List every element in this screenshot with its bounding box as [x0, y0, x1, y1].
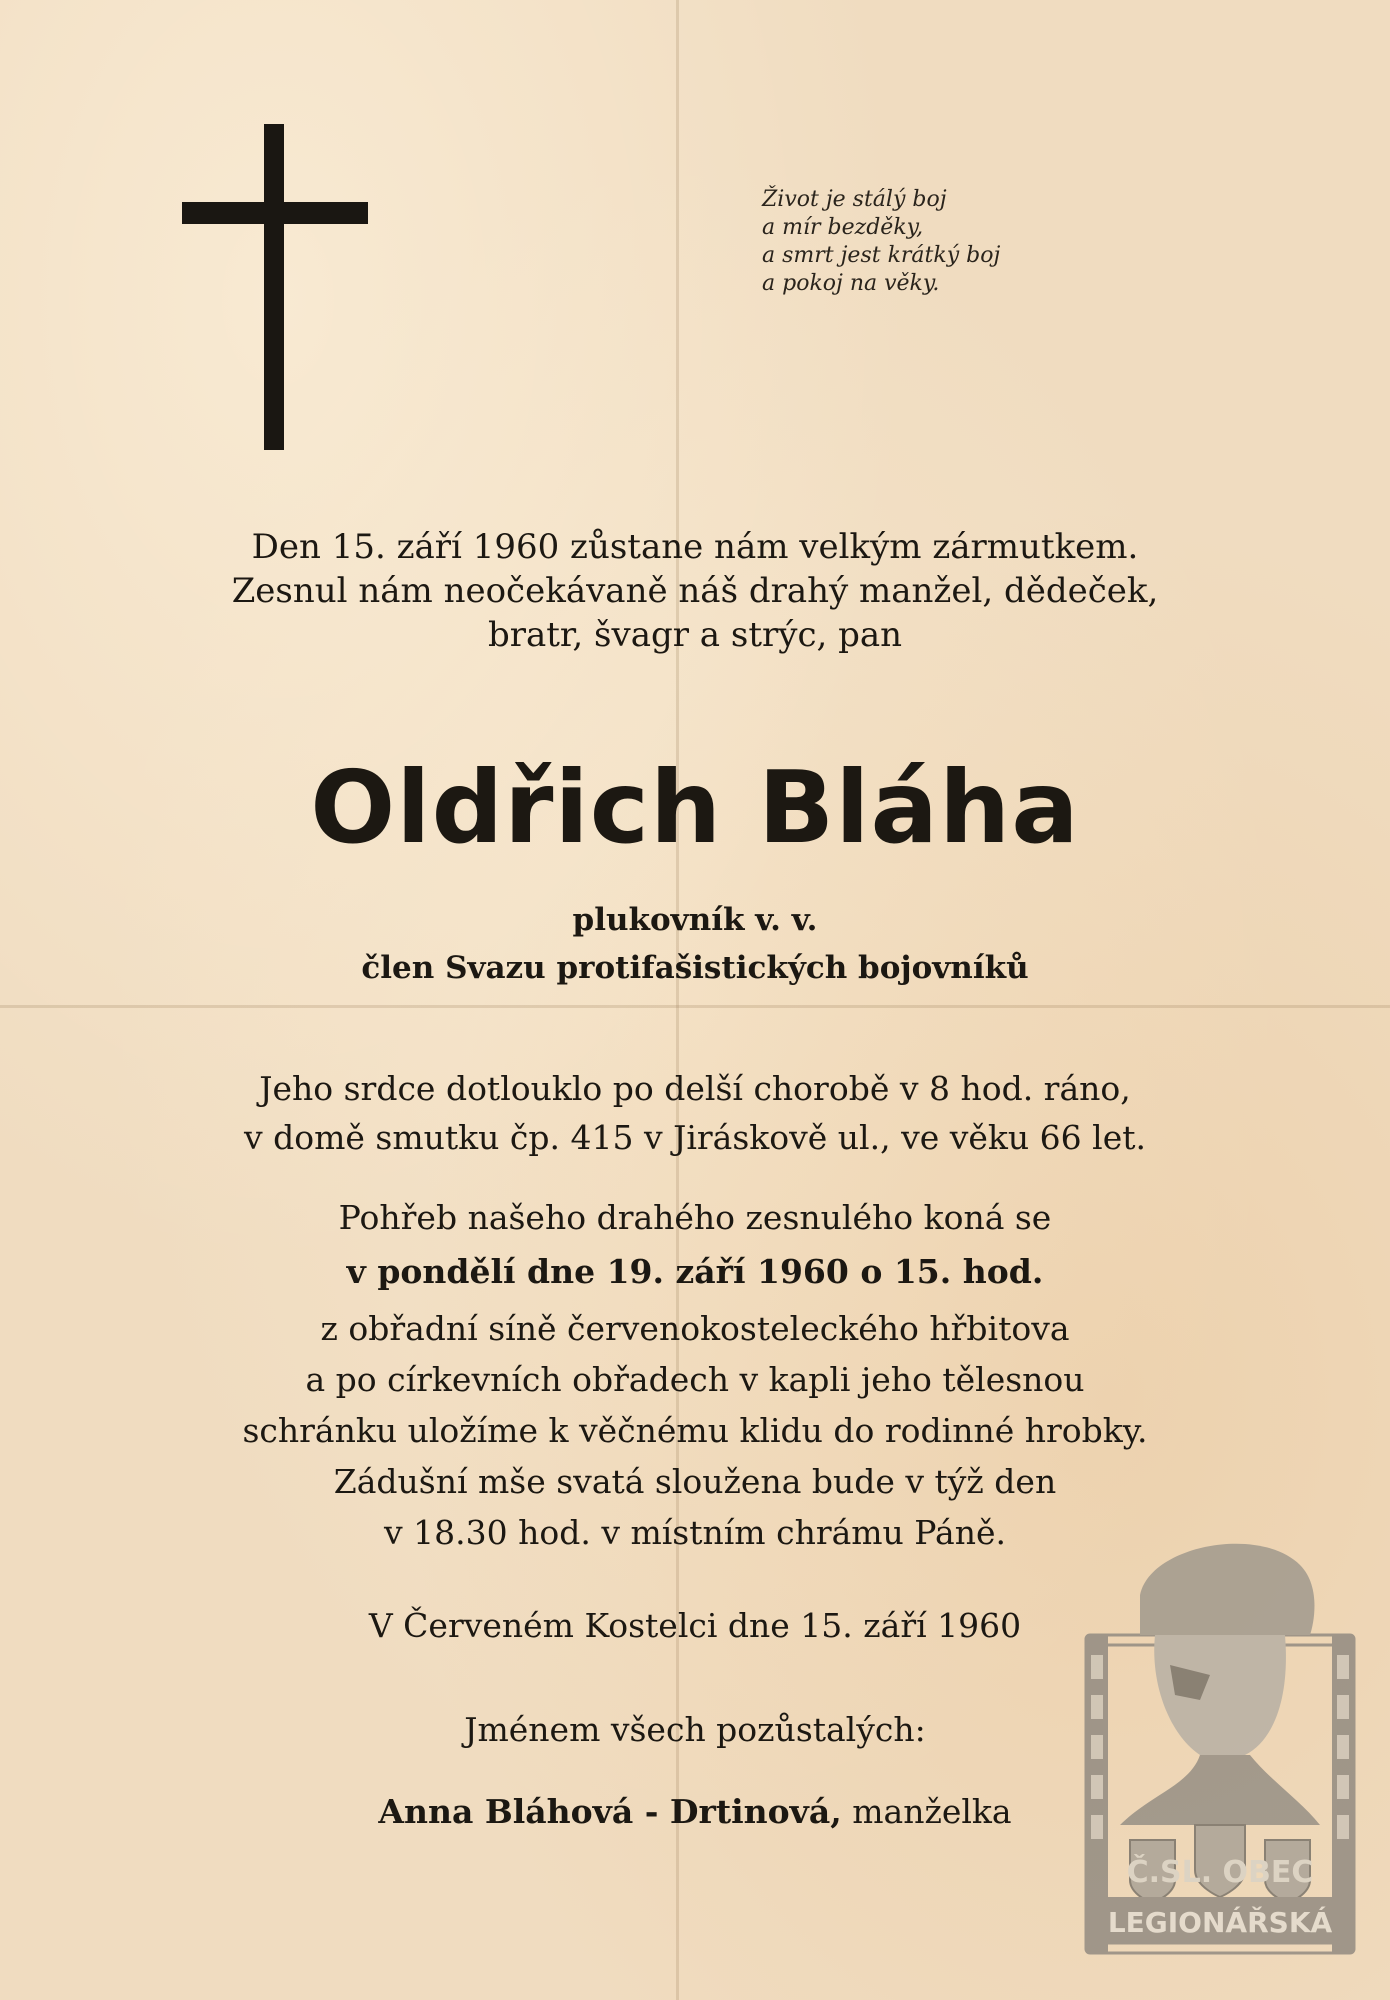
poem-line: a smrt jest krátký boj	[762, 243, 1001, 268]
funeral-line: Zádušní mše svatá sloužena bude v týž den	[333, 1462, 1057, 1501]
poem-line: a pokoj na věky.	[762, 271, 940, 296]
funeral-line: a po církevních obřadech v kapli jeho tělesnou	[305, 1360, 1085, 1399]
cross-icon	[182, 124, 368, 450]
deceased-name: Oldřich Bláha	[310, 749, 1080, 866]
funeral-line: Pohřeb našeho drahého zesnulého koná se	[338, 1198, 1052, 1237]
epitaph-poem	[762, 186, 1102, 298]
funeral-line: z obřadní síně červenokosteleckého hřbitova	[320, 1309, 1070, 1348]
legion-watermark-logo	[1080, 1525, 1360, 1960]
poem-line: Život je stálý boj	[762, 187, 947, 212]
funeral-date: v pondělí dne 19. září 1960 o 15. hod.	[346, 1252, 1044, 1291]
paper-fold-vertical	[676, 0, 679, 2000]
intro-line: bratr, švagr a strýc, pan	[487, 615, 903, 655]
funeral-line: v 18.30 hod. v místním chrámu Páně.	[384, 1513, 1006, 1552]
signer-name: Anna Bláhová - Drtinová,	[378, 1792, 842, 1831]
family-line: Jménem všech pozůstalých:	[464, 1710, 926, 1749]
death-line: Jeho srdce dotlouklo po delší chorobě v 8 hod. ráno,	[259, 1069, 1131, 1108]
announcement-intro	[0, 525, 1390, 657]
stamp-text-line2: LEGIONÁŘSKÁ	[1107, 1906, 1333, 1939]
title-membership: člen Svazu protifašistických bojovníků	[361, 950, 1029, 986]
signer-relation: manželka	[852, 1792, 1012, 1831]
title-rank: plukovník v. v.	[572, 902, 818, 938]
deceased-titles	[0, 896, 1390, 992]
funeral-details	[0, 1192, 1390, 1558]
poem-line: a mír bezděky,	[762, 215, 924, 240]
funeral-line: schránku uložíme k věčnému klidu do rodinné hrobky.	[242, 1411, 1148, 1450]
intro-line: Zesnul nám neočekávaně náš drahý manžel, dědeček,	[231, 571, 1159, 611]
stamp-text-line1: Č.SL. OBEC	[1126, 1855, 1314, 1890]
intro-line: Den 15. září 1960 zůstane nám velkým zármutkem.	[251, 527, 1139, 567]
paper-fold-horizontal	[0, 1005, 1390, 1008]
death-line: v domě smutku čp. 415 v Jiráskově ul., ve věku 66 let.	[244, 1118, 1146, 1157]
place-and-date: V Červeném Kostelci dne 15. září 1960	[368, 1606, 1022, 1645]
death-details	[0, 1064, 1390, 1162]
